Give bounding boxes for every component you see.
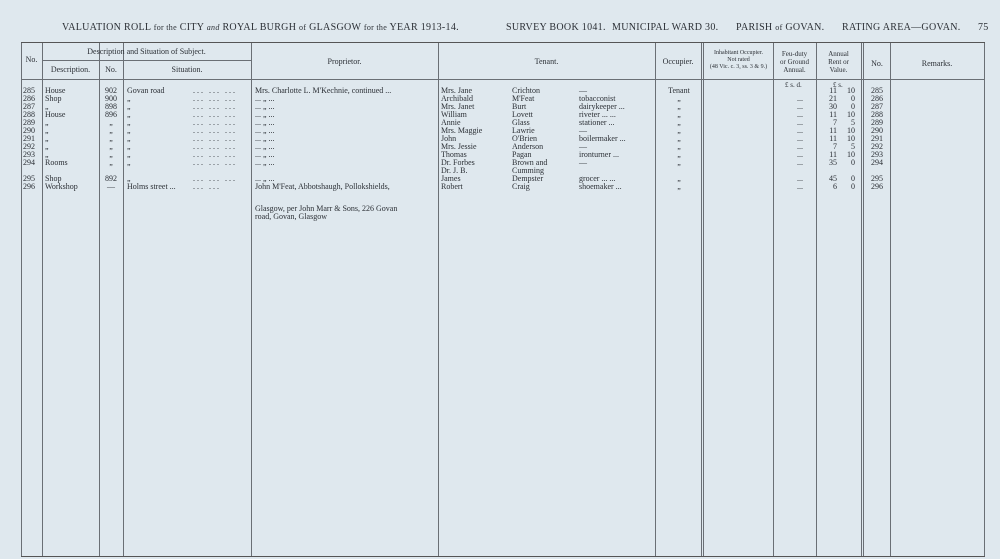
row-tenant-occupation: grocer ... ... [579,174,616,183]
parish-name: GOVAN. [785,22,825,33]
row-proprietor: ... „ ... [255,94,275,103]
row-proprietor: ... „ ... [255,110,275,119]
row-house-no: — [107,182,115,191]
row-no: 293 [23,150,35,159]
rule [99,43,100,556]
title-and: and [206,23,220,32]
parish [736,22,824,33]
row-tenant-first: Archibald [441,94,473,103]
row-description: House [45,86,66,95]
row-tenant-occupation: dairykeeper ... [579,102,625,111]
row-tenant-first: Robert [441,182,463,191]
row-tenant-first: Annie [441,118,461,127]
row-tenant-last: Anderson [512,142,544,151]
row-rent-pounds: 7 [833,118,837,127]
survey-book: SURVEY BOOK 1041. [506,22,606,33]
row-rent-shillings: 10 [847,126,855,135]
row-no: 285 [23,86,35,95]
row-tenant-first: Mrs. Jane [441,86,473,95]
row-feu: ... [797,174,803,183]
row-rent-shillings: 10 [847,86,855,95]
row-tenant-last: Lovett [512,110,533,119]
row-tenant-last: M'Feat [512,94,535,103]
feu-line1: Feu-duty [781,50,808,58]
row-occupier: „ [677,150,681,159]
row-tenant-occupation: riveter ... ... [579,110,616,119]
row-tenant-occupation: boilermaker ... [579,134,626,143]
row-tenant-last: Lawrie [512,126,535,135]
row-description: „ [45,126,49,135]
row-tenant-occupation: tobacconist [579,94,616,103]
row-feu: ... [797,126,803,135]
page-number: 75 [978,22,989,33]
row-house-no: „ [109,118,113,127]
proprietor-continuation-2: road, Govan, Glasgow [255,212,327,221]
row-rent-pounds: 11 [829,86,837,95]
row-house-no: „ [109,126,113,135]
col-inhabitant [704,50,773,71]
row-no-right: 296 [871,182,883,191]
feu-line3: Annual. [783,66,806,74]
row-tenant-first: Mrs. Jessie [441,142,477,151]
row-no: 289 [23,118,35,127]
row-house-no: 902 [105,86,117,95]
row-no-right: 293 [871,150,883,159]
rule [42,43,43,556]
col-situation: Situation. [171,65,203,74]
valuation-table [21,42,985,557]
row-no: 296 [23,182,35,191]
row-no: 288 [23,110,35,119]
row-house-no: 898 [105,102,117,111]
rule [655,43,656,556]
row-tenant-first: John [441,134,457,143]
row-feu: ... [797,134,803,143]
inhabitant-line1: Inhabitant Occupier. [714,50,763,56]
row-situation: „ [127,110,131,119]
row-occupier: „ [677,158,681,167]
row-proprietor: ... „ ... [255,102,275,111]
municipal-ward: MUNICIPAL WARD 30. [612,22,719,33]
row-no: 294 [23,158,35,167]
row-house-no: „ [109,134,113,143]
row-proprietor: ... „ ... [255,142,275,151]
row-situation-dots: ... ... ... [193,94,237,103]
inhabitant-line2: Not rated [727,57,750,63]
row-occupier: „ [677,142,681,151]
col-no: No. [25,55,38,64]
row-no: 292 [23,142,35,151]
row-rent-pounds: 11 [829,150,837,159]
row-tenant-first: Dr. J. B. [441,166,468,175]
row-occupier: „ [677,94,681,103]
row-description: „ [45,150,49,159]
row-house-no: „ [109,158,113,167]
row-proprietor: Mrs. Charlotte L. M'Kechnie, continued ... [255,86,392,95]
row-tenant-last: Cumming [512,166,545,175]
row-occupier: „ [677,134,681,143]
row-tenant-last: Craig [512,182,530,191]
row-tenant-occupation: — [579,126,587,135]
row-no: 290 [23,126,35,135]
row-situation-dots: ... ... ... [193,150,237,159]
row-tenant-last: Dempster [512,174,544,183]
row-occupier: Tenant [668,86,690,95]
row-rent-shillings: 0 [851,158,855,167]
row-proprietor: ... „ ... [255,118,275,127]
rule [861,43,864,556]
row-tenant-first: William [441,110,467,119]
row-tenant-occupation: — [579,142,587,151]
row-house-no: „ [109,150,113,159]
rent-units: £ s. [833,81,843,89]
row-house-no: 896 [105,110,117,119]
rating-area: RATING AREA—GOVAN. [842,22,961,33]
row-rent-shillings: 10 [847,110,855,119]
row-no-right: 289 [871,118,883,127]
row-tenant-occupation: shoemaker ... [579,182,622,191]
row-proprietor: ... „ ... [255,174,275,183]
row-no: 295 [23,174,35,183]
rent-line1: Annual [828,50,849,58]
row-situation-dots: ... ... ... [193,86,237,95]
row-description: Rooms [45,158,68,167]
row-rent-shillings: 0 [851,174,855,183]
row-tenant-last: Glass [512,118,530,127]
rule [21,43,22,556]
row-tenant-occupation: — [579,86,587,95]
row-occupier: „ [677,174,681,183]
proprietor-continuation-1: Glasgow, per John Marr & Sons, 226 Govan [255,204,398,213]
rule [816,43,817,556]
row-no-right: 292 [871,142,883,151]
row-proprietor: John M'Feat, Abbotshaugh, Pollokshields, [255,182,390,191]
row-no-right: 290 [871,126,883,135]
row-rent-pounds: 11 [829,126,837,135]
row-description: Workshop [45,182,78,191]
row-tenant-last: Pagan [512,150,532,159]
row-tenant-last: Burt [512,102,527,111]
row-tenant-occupation: — [579,158,587,167]
row-tenant-first: Mrs. Maggie [441,126,483,135]
row-situation: Govan road [127,86,165,95]
rent-line2: Rent or [828,58,849,66]
row-description: „ [45,118,49,127]
row-tenant-occupation: ironturner ... [579,150,619,159]
row-rent-pounds: 45 [829,174,837,183]
feu-line2: or Ground [780,58,809,66]
row-feu: ... [797,158,803,167]
row-description: Shop [45,94,62,103]
row-occupier: „ [677,102,681,111]
row-feu: ... [797,182,803,191]
title-for2: for the [363,23,388,32]
row-description: House [45,110,66,119]
rent-line3: Value. [829,66,848,74]
row-tenant-first: Mrs. Janet [441,102,475,111]
row-rent-shillings: 10 [847,134,855,143]
row-tenant-first: Dr. Forbes [441,158,475,167]
row-situation-dots: ... ... ... [193,158,237,167]
row-situation: Holms street ... [127,182,176,191]
page-header [0,22,1000,38]
col-occupier: Occupier. [662,57,694,66]
row-situation-dots: ... ... ... [193,134,237,143]
col-rent [816,50,861,74]
row-rent-pounds: 35 [829,158,837,167]
row-rent-pounds: 30 [829,102,837,111]
rule [42,60,251,61]
parish-label: PARISH [736,22,773,33]
row-situation: „ [127,142,131,151]
rule [438,43,439,556]
rule [251,43,252,556]
row-no-right: 287 [871,102,883,111]
title-glasgow: GLASGOW [309,22,362,33]
row-proprietor: ... „ ... [255,126,275,135]
row-situation: „ [127,118,131,127]
row-feu: ... [797,102,803,111]
parish-of: of [775,23,783,32]
row-situation: „ [127,126,131,135]
row-rent-shillings: 5 [851,142,855,151]
row-feu: ... [797,110,803,119]
row-rent-pounds: 6 [833,182,837,191]
title-city: CITY [179,22,204,33]
row-situation: „ [127,134,131,143]
row-situation: „ [127,102,131,111]
row-no-right: 294 [871,158,883,167]
row-feu: ... [797,150,803,159]
col-house-no: No. [105,65,117,74]
row-rent-pounds: 11 [829,134,837,143]
row-no: 291 [23,134,35,143]
col-tenant: Tenant. [534,57,559,66]
row-rent-shillings: 0 [851,102,855,111]
row-situation: „ [127,174,131,183]
row-no-right: 288 [871,110,883,119]
row-occupier: „ [677,126,681,135]
row-situation-dots: ... ... ... [193,142,237,151]
row-house-no: „ [109,142,113,151]
row-tenant-last: Crichton [512,86,540,95]
row-situation-dots: ... ... ... [193,174,237,183]
col-no-right: No. [871,59,883,68]
row-situation: „ [127,94,131,103]
inhabitant-units: £ s. d. [785,81,802,89]
col-remarks: Remarks. [921,59,953,68]
row-occupier: „ [677,118,681,127]
col-description: Description. [50,65,91,74]
row-description: „ [45,134,49,143]
row-no: 287 [23,102,35,111]
row-no-right: 291 [871,134,883,143]
row-rent-shillings: 0 [851,94,855,103]
row-feu: ... [797,118,803,127]
title-for1: for the [153,23,177,32]
title-royal: ROYAL BURGH [222,22,297,33]
row-tenant-first: James [441,174,461,183]
row-tenant-last: O'Brien [512,134,537,143]
row-situation: „ [127,158,131,167]
title-year: YEAR 1913-14. [389,22,459,33]
row-proprietor: ... „ ... [255,150,275,159]
row-tenant-last: Brown and [512,158,548,167]
row-rent-pounds: 21 [829,94,837,103]
rule [21,79,985,80]
row-situation-dots: ... ... ... [193,118,237,127]
row-house-no: 892 [105,174,117,183]
row-rent-shillings: 0 [851,182,855,191]
roll-title [62,22,459,33]
col-proprietor: Proprietor. [327,57,362,66]
row-occupier: „ [677,182,681,191]
row-no: 286 [23,94,35,103]
rule [890,43,891,556]
row-rent-pounds: 11 [829,110,837,119]
col-feu [773,50,816,74]
row-no-right: 285 [871,86,883,95]
row-no-right: 295 [871,174,883,183]
row-situation-dots: ... ... [193,182,221,191]
row-description: Shop [45,174,62,183]
title-part1: VALUATION ROLL [62,22,151,33]
row-proprietor: ... „ ... [255,158,275,167]
row-tenant-occupation: stationer ... [579,118,615,127]
rule [984,43,985,556]
row-situation-dots: ... ... ... [193,126,237,135]
row-description: „ [45,102,49,111]
row-situation-dots: ... ... ... [193,110,237,119]
row-rent-shillings: 10 [847,150,855,159]
title-of: of [299,23,307,32]
row-no-right: 286 [871,94,883,103]
row-rent-pounds: 7 [833,142,837,151]
rule [123,43,124,556]
row-feu: ... [797,142,803,151]
rule [701,43,704,556]
row-house-no: 900 [105,94,117,103]
row-proprietor: ... „ ... [255,134,275,143]
row-situation-dots: ... ... ... [193,102,237,111]
row-tenant-first: Thomas [441,150,467,159]
row-feu: ... [797,94,803,103]
row-situation: „ [127,150,131,159]
col-desc-group: Description and Situation of Subject. [87,47,206,56]
rule [773,43,774,556]
row-occupier: „ [677,110,681,119]
row-rent-shillings: 5 [851,118,855,127]
row-description: „ [45,142,49,151]
inhabitant-line3: (48 Vic. c. 3, ss. 3 & 9.) [709,64,768,70]
